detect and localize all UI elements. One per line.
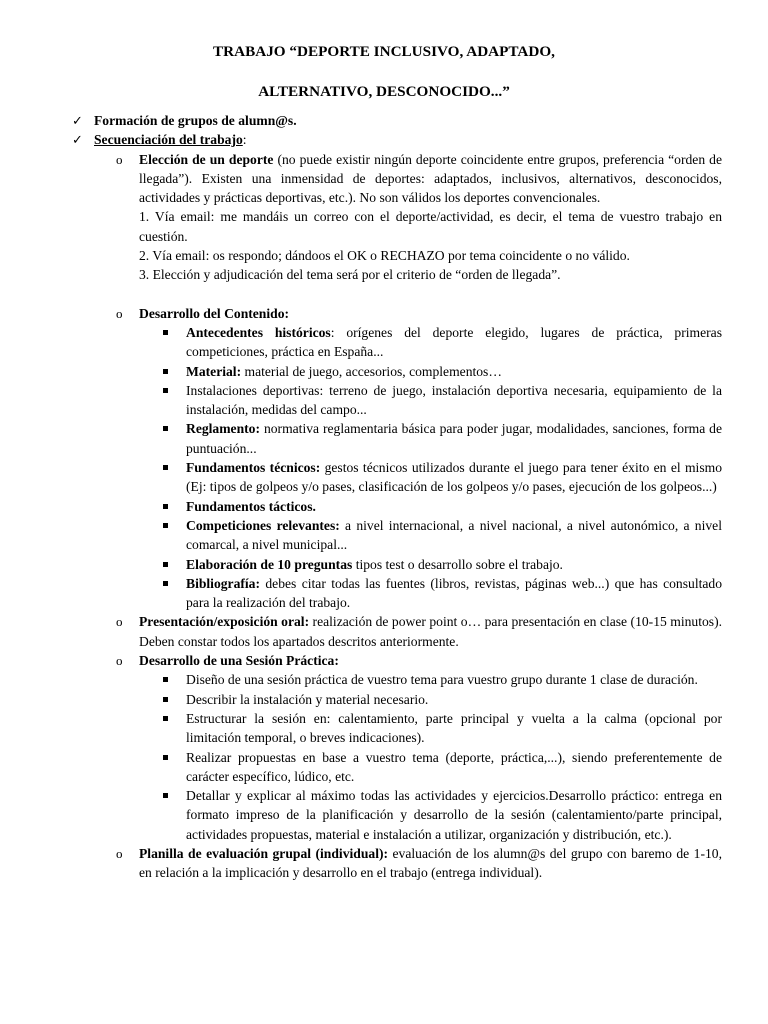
checklist-text: Formación de grupos de alumn@s. xyxy=(94,113,297,128)
square-bullet-icon xyxy=(163,465,168,470)
contenido-item xyxy=(0,555,722,574)
square-bullet-icon xyxy=(163,330,168,335)
item-text: Realizar propuestas en base a vuestro tema (deporte, práctica,...), siendo preferentemente de carácter específico, lúdico, etc. xyxy=(186,749,722,784)
contenido-item xyxy=(0,362,722,381)
circle-bullet-icon: o xyxy=(116,151,123,167)
planilla-text: evaluación de los alumn@s del grupo con baremo de 1-10, en relación a la implicación y desarrollo en el trabajo (entrega individual). xyxy=(139,845,722,881)
square-bullet-icon xyxy=(163,369,168,374)
square-bullet-icon xyxy=(163,755,168,760)
document-title-line-2: ALTERNATIVO, DESCONOCIDO...” xyxy=(258,83,510,100)
item-text: material de juego, accesorios, complementos… xyxy=(241,363,502,379)
item-bold: Bibliografía: xyxy=(186,575,261,591)
checklist-text-suffix: : xyxy=(242,132,247,148)
item-bold: Material: xyxy=(186,363,242,379)
section-eleccion xyxy=(0,150,722,285)
item-text: Estructurar la sesión en: calentamiento, parte principal y vuelta a la calma (opcional por limitación temporal, o breves indicaciones). xyxy=(186,710,722,746)
checkmark-icon: ✓ xyxy=(72,113,83,128)
item-text: debes citar todas las fuentes (libros, revistas, páginas web...) que has consultado para la realización del trabajo. xyxy=(186,575,722,611)
circle-bullet-icon: o xyxy=(116,653,123,669)
presentacion-heading: Presentación/exposición oral: xyxy=(139,614,310,630)
presentacion-text: realización de power point o… para presentación en clase (10-15 minutos). Deben constar todos los apartados descritos anteriormente. xyxy=(139,614,722,649)
desarrollo-contenido-heading: Desarrollo del Contenido: xyxy=(139,305,290,321)
sesion-item xyxy=(0,690,722,709)
square-bullet-icon xyxy=(163,426,168,431)
checklist-item-secuenciacion xyxy=(0,130,694,149)
circle-bullet-icon: o xyxy=(116,845,123,861)
square-bullet-icon xyxy=(163,716,168,721)
square-bullet-icon xyxy=(163,388,168,393)
circle-bullet-icon: o xyxy=(116,305,123,321)
square-bullet-icon xyxy=(163,523,168,528)
checkmark-icon: ✓ xyxy=(72,132,83,148)
section-desarrollo-contenido xyxy=(0,304,722,323)
item-bold: Reglamento: xyxy=(186,421,260,437)
eleccion-text: (no puede existir ningún deporte coincidente entre grupos, preferencia “orden de llegada”). Existen una inmensidad de deportes: adaptados, inclusivos, alternativos, desconocidos, actividades y prácticas deportivas, etc.). No son válidos los deportes convencionales. xyxy=(139,151,722,206)
item-bold: Elaboración de 10 preguntas xyxy=(186,556,353,572)
square-bullet-icon xyxy=(163,504,168,509)
square-bullet-icon xyxy=(163,697,168,702)
item-bold: Competiciones relevantes: xyxy=(186,517,340,533)
eleccion-step-3: 3. Elección y adjudicación del tema será por el criterio de “orden de llegada”. xyxy=(139,267,561,283)
section-planilla xyxy=(0,844,722,883)
document-title-line-1: TRABAJO “DEPORTE INCLUSIVO, ADAPTADO, xyxy=(213,43,555,60)
sesion-item xyxy=(0,786,722,844)
contenido-item xyxy=(0,458,722,497)
item-text: Instalaciones deportivas: terreno de juego, instalación deportiva necesaria, equipamiento de la instalación, medidas del campo... xyxy=(186,382,722,418)
contenido-item xyxy=(0,323,722,362)
item-text: : orígenes del deporte elegido, lugares de práctica, primeras competiciones, práctica en España... xyxy=(186,324,722,360)
item-text: gestos técnicos utilizados durante el juego para tener éxito en el mismo (Ej: tipos de golpeos y/o pases, clasificación de los golpeos y/o pases, ejecución de los golpeos...) xyxy=(186,460,722,495)
contenido-item xyxy=(0,516,722,555)
item-bold: Fundamentos tácticos. xyxy=(186,498,316,514)
eleccion-step-1: 1. Vía email: me mandáis un correo con el deporte/actividad, es decir, el tema de vuestro trabajo en cuestión. xyxy=(139,209,722,244)
item-text: Describir la instalación y material necesario. xyxy=(186,691,429,707)
eleccion-step-2: 2. Vía email: os respondo; dándoos el OK o RECHAZO por tema coincidente o no válido. xyxy=(139,248,630,264)
sesion-item xyxy=(0,748,722,787)
item-text: Diseño de una sesión práctica de vuestro tema para vuestro grupo durante 1 clase de duración. xyxy=(186,672,698,688)
document-body xyxy=(0,111,768,883)
contenido-item xyxy=(0,497,722,516)
sesion-item xyxy=(0,670,722,689)
contenido-item xyxy=(0,419,722,458)
square-bullet-icon xyxy=(163,581,168,586)
contenido-item xyxy=(0,574,722,613)
contenido-item xyxy=(0,381,722,420)
square-bullet-icon xyxy=(163,677,168,682)
section-presentacion xyxy=(0,612,722,651)
planilla-heading: Planilla de evaluación grupal (individual): xyxy=(139,845,389,861)
item-text: Detallar y explicar al máximo todas las actividades y ejercicios.Desarrollo práctico: entrega en formato impreso de la planificación y desarrollo de la sesión (calentamiento/parte principal, actividades propuestas, material e instalación a utilizar, organización y distribución, etc.). xyxy=(186,788,722,842)
eleccion-heading: Elección de un deporte xyxy=(139,151,274,167)
sesion-item xyxy=(0,709,722,748)
item-text: a nivel internacional, a nivel nacional, a nivel autonómico, a nivel comarcal, a nivel municipal... xyxy=(186,517,722,553)
item-text: tipos test o desarrollo sobre el trabajo. xyxy=(352,556,563,572)
checklist-item-formacion xyxy=(0,111,694,130)
sesion-practica-heading: Desarrollo de una Sesión Práctica: xyxy=(139,653,339,669)
circle-bullet-icon: o xyxy=(116,614,123,630)
square-bullet-icon xyxy=(163,562,168,567)
square-bullet-icon xyxy=(163,793,168,798)
item-bold: Antecedentes históricos xyxy=(186,324,331,340)
item-text: normativa reglamentaria básica para poder jugar, modalidades, sanciones, forma de puntuación... xyxy=(186,421,722,456)
checklist-text-underlined: Secuenciación del trabajo xyxy=(94,132,243,148)
section-sesion-practica xyxy=(0,651,722,670)
item-bold: Fundamentos técnicos: xyxy=(186,460,321,476)
